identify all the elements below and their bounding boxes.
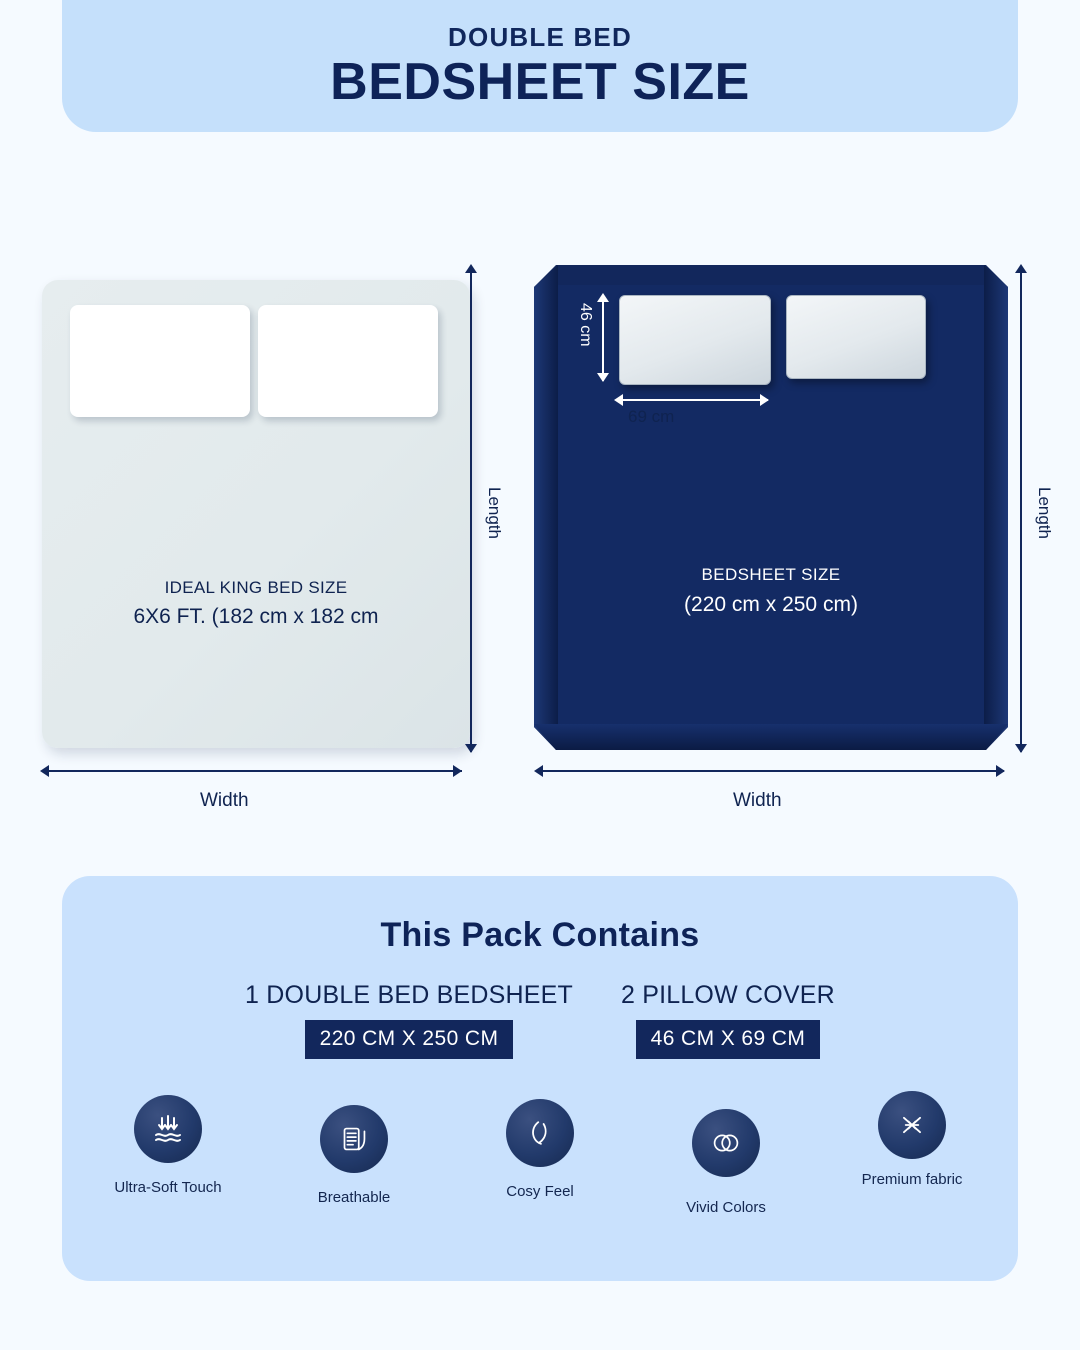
pack-contains-panel bbox=[62, 876, 1018, 1281]
pack-items-list bbox=[62, 981, 1018, 1059]
left-length-label: Length bbox=[485, 487, 504, 539]
left-width-arrow-right bbox=[453, 765, 462, 777]
right-width-arrow-right bbox=[996, 765, 1005, 777]
ideal-king-bed-illustration bbox=[42, 280, 470, 748]
pillow-height-axis bbox=[602, 301, 604, 381]
bedsheet-illustration bbox=[534, 265, 1008, 750]
feature-label: Cosy Feel bbox=[506, 1183, 574, 1200]
feature-label: Premium fabric bbox=[861, 1171, 963, 1188]
right-width-label: Width bbox=[733, 790, 782, 811]
pack-item-size-badge: 220 CM X 250 CM bbox=[305, 1020, 514, 1059]
pack-item bbox=[245, 981, 573, 1059]
pillow-width-label: 69 cm bbox=[628, 407, 675, 426]
right-pillow-2 bbox=[786, 295, 926, 379]
pack-item-size-badge: 46 CM X 69 CM bbox=[636, 1020, 821, 1059]
header-subtitle: DOUBLE BED bbox=[448, 21, 632, 52]
feature-ultra-soft-touch bbox=[88, 1095, 248, 1216]
pillow-height-arrow-top bbox=[597, 293, 609, 302]
page-title: BEDSHEET SIZE bbox=[330, 53, 750, 112]
vivid-colors-icon bbox=[692, 1109, 760, 1177]
bedsheet-caption-line1: BEDSHEET SIZE bbox=[701, 565, 841, 584]
left-width-arrow-left bbox=[40, 765, 49, 777]
left-length-arrow-bottom bbox=[465, 744, 477, 753]
right-length-arrow-bottom bbox=[1015, 744, 1027, 753]
left-length-axis bbox=[470, 272, 472, 752]
left-pillow-2 bbox=[258, 305, 438, 417]
right-length-arrow-top bbox=[1015, 264, 1027, 273]
right-pillow-1 bbox=[619, 295, 771, 385]
left-length-arrow-top bbox=[465, 264, 477, 273]
premium-fabric-icon bbox=[878, 1091, 946, 1159]
pack-item-name: 1 DOUBLE BED BEDSHEET bbox=[245, 981, 573, 1009]
feature-premium-fabric bbox=[832, 1095, 992, 1216]
pillow-height-arrow-bottom bbox=[597, 373, 609, 382]
feature-label: Breathable bbox=[317, 1189, 391, 1206]
feature-label: Ultra-Soft Touch bbox=[114, 1179, 222, 1196]
bedsheet-caption bbox=[534, 565, 1008, 617]
left-width-label: Width bbox=[200, 790, 249, 811]
bedsheet-right-edge bbox=[984, 265, 1008, 750]
pack-item bbox=[621, 981, 835, 1059]
feature-breathable bbox=[274, 1095, 434, 1216]
left-bed-caption bbox=[42, 578, 470, 629]
feature-icons-row bbox=[62, 1095, 1018, 1216]
left-bed-caption-line1: IDEAL KING BED SIZE bbox=[164, 578, 348, 597]
right-width-arrow-left bbox=[534, 765, 543, 777]
right-length-label: Length bbox=[1035, 487, 1054, 539]
bedsheet-caption-line2: (220 cm x 250 cm) bbox=[684, 593, 858, 616]
feature-cosy-feel bbox=[460, 1095, 620, 1216]
pillow-height-label: 46 cm bbox=[577, 303, 594, 347]
left-bed-caption-line2: 6X6 FT. (182 cm x 182 cm bbox=[133, 605, 379, 628]
pillow-width-arrow-left bbox=[614, 394, 623, 406]
bedsheet-bottom-edge bbox=[534, 724, 1008, 750]
bedsheet-left-edge bbox=[534, 265, 558, 750]
left-pillow-1 bbox=[70, 305, 250, 417]
left-width-axis bbox=[48, 770, 462, 772]
pillow-width-arrow-right bbox=[760, 394, 769, 406]
size-comparison-diagram bbox=[0, 132, 1080, 852]
breathable-fabric-icon bbox=[320, 1105, 388, 1173]
feature-vivid-colors bbox=[646, 1095, 806, 1216]
soft-touch-icon bbox=[134, 1095, 202, 1163]
right-length-axis bbox=[1020, 272, 1022, 752]
feature-label: Vivid Colors bbox=[686, 1199, 766, 1216]
pillow-width-axis bbox=[622, 399, 768, 401]
right-width-axis bbox=[542, 770, 1004, 772]
pack-item-name: 2 PILLOW COVER bbox=[620, 981, 835, 1009]
cosy-feel-icon bbox=[506, 1099, 574, 1167]
header-banner bbox=[62, 0, 1018, 132]
pack-title: This Pack Contains bbox=[380, 916, 700, 954]
